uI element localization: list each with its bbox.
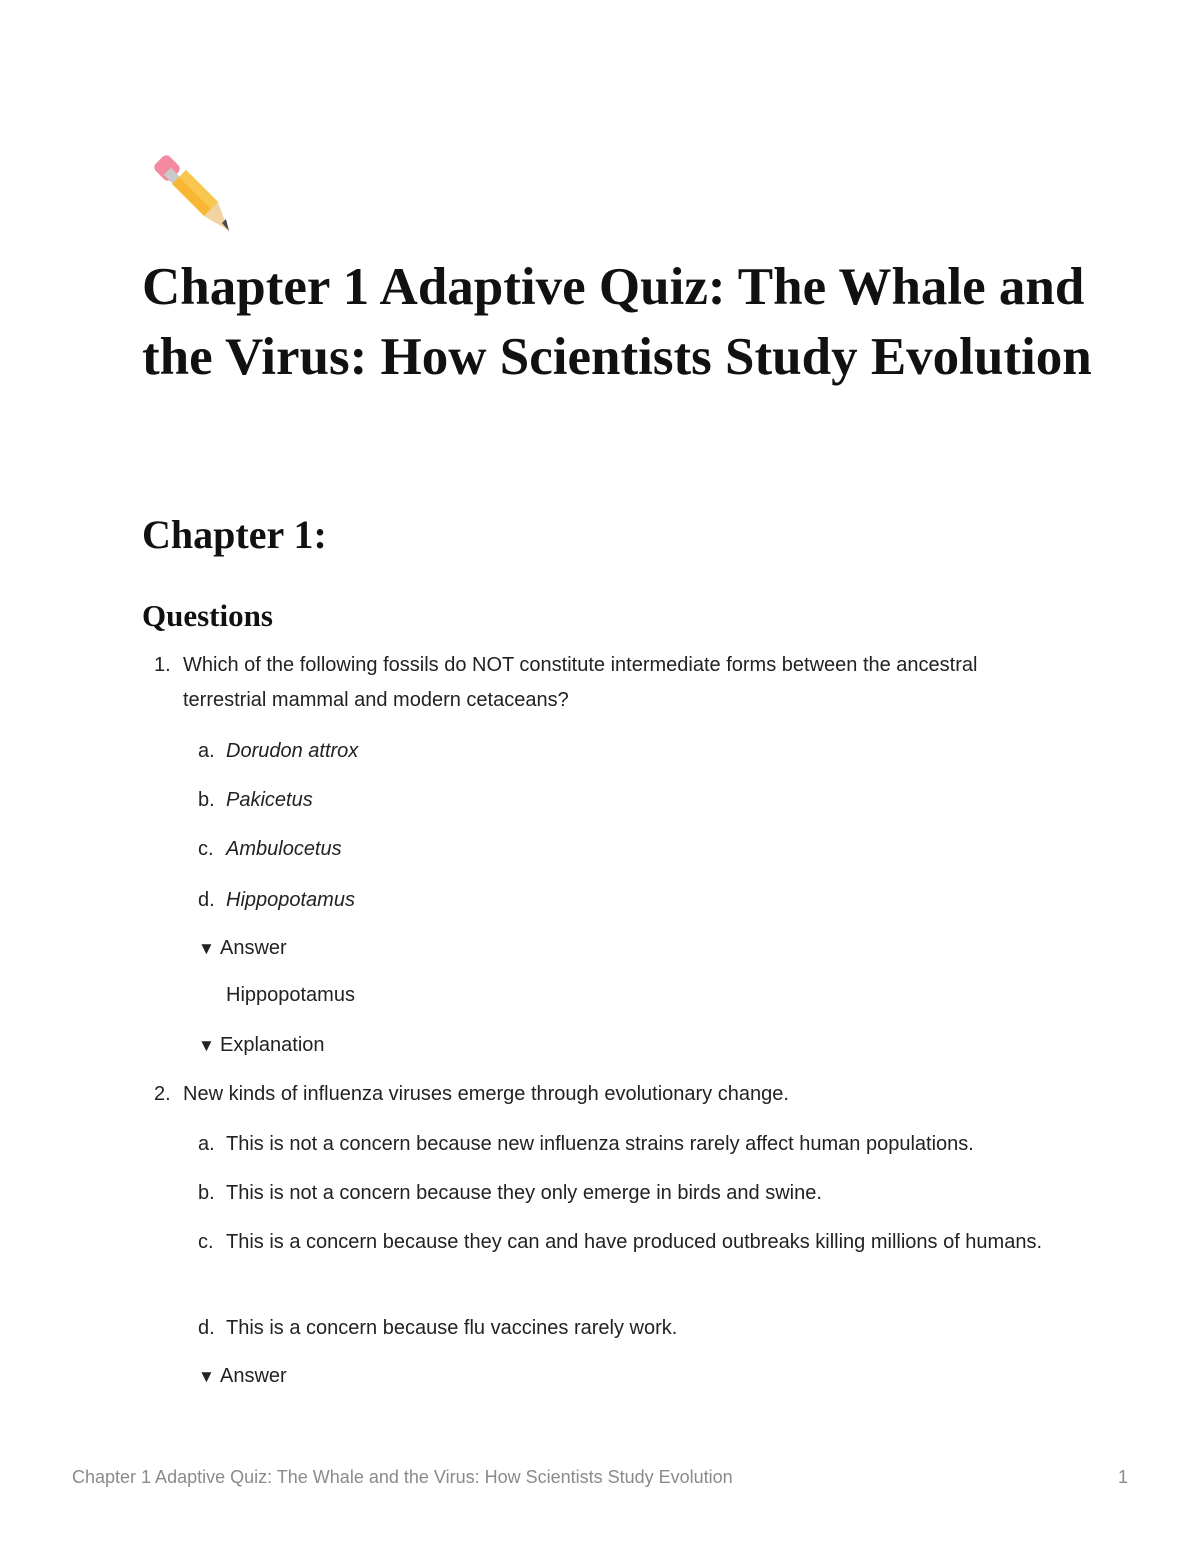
option-text: This is not a concern because new influenza strains rarely affect human populations. [226,1133,974,1155]
option-1a[interactable] [198,734,1058,769]
answer-toggle-label: Answer [220,1365,287,1387]
question-1 [154,648,1054,718]
option-letter: d. [198,1317,215,1339]
answer-value-1: Hippopotamus [226,984,355,1006]
chapter-heading: Chapter 1: [142,512,327,557]
option-letter: d. [198,889,215,911]
option-2b[interactable] [198,1176,1058,1211]
option-1c[interactable] [198,832,1058,867]
question-text: Which of the following fossils do NOT constitute intermediate forms between the ancestral terrestrial mammal and modern cetaceans? [183,654,978,711]
option-letter: c. [198,838,214,860]
option-letter: c. [198,1231,214,1253]
option-text: Hippopotamus [226,889,355,911]
option-2d[interactable] [198,1311,1058,1346]
section-heading: Questions [142,598,273,633]
disclosure-triangle-icon: ▼ [198,939,215,958]
option-text: This is a concern because flu vaccines rarely work. [226,1317,678,1339]
answer-toggle-2[interactable] [198,1359,287,1394]
option-2c[interactable] [198,1225,1058,1260]
option-text: Dorudon attrox [226,740,359,762]
disclosure-triangle-icon: ▼ [198,1036,215,1055]
option-text: Pakicetus [226,789,313,811]
option-2a[interactable] [198,1127,1058,1162]
question-number: 1. [154,654,171,676]
option-letter: b. [198,789,215,811]
option-1d[interactable] [198,883,1058,918]
option-letter: a. [198,1133,215,1155]
explanation-toggle-label: Explanation [220,1034,325,1056]
question-2 [154,1077,1054,1112]
option-letter: b. [198,1182,215,1204]
option-text: This is not a concern because they only emerge in birds and swine. [226,1182,822,1204]
disclosure-triangle-icon: ▼ [198,1367,215,1386]
option-text: Ambulocetus [226,838,342,860]
footer-title: Chapter 1 Adaptive Quiz: The Whale and the Virus: How Scientists Study Evolution [72,1467,733,1487]
answer-toggle-1[interactable] [198,931,287,966]
option-letter: a. [198,740,215,762]
option-1b[interactable] [198,783,1058,818]
explanation-toggle-1[interactable] [198,1028,325,1063]
document-title: Chapter 1 Adaptive Quiz: The Whale and the Virus: How Scientists Study Evolution [142,258,1092,386]
question-text: New kinds of influenza viruses emerge through evolutionary change. [183,1083,789,1105]
pencil-icon [142,150,234,240]
option-text: This is a concern because they can and have produced outbreaks killing millions of humans. [226,1231,1043,1253]
page-number: 1 [1117,1467,1128,1487]
question-number: 2. [154,1083,171,1105]
answer-toggle-label: Answer [220,937,287,959]
